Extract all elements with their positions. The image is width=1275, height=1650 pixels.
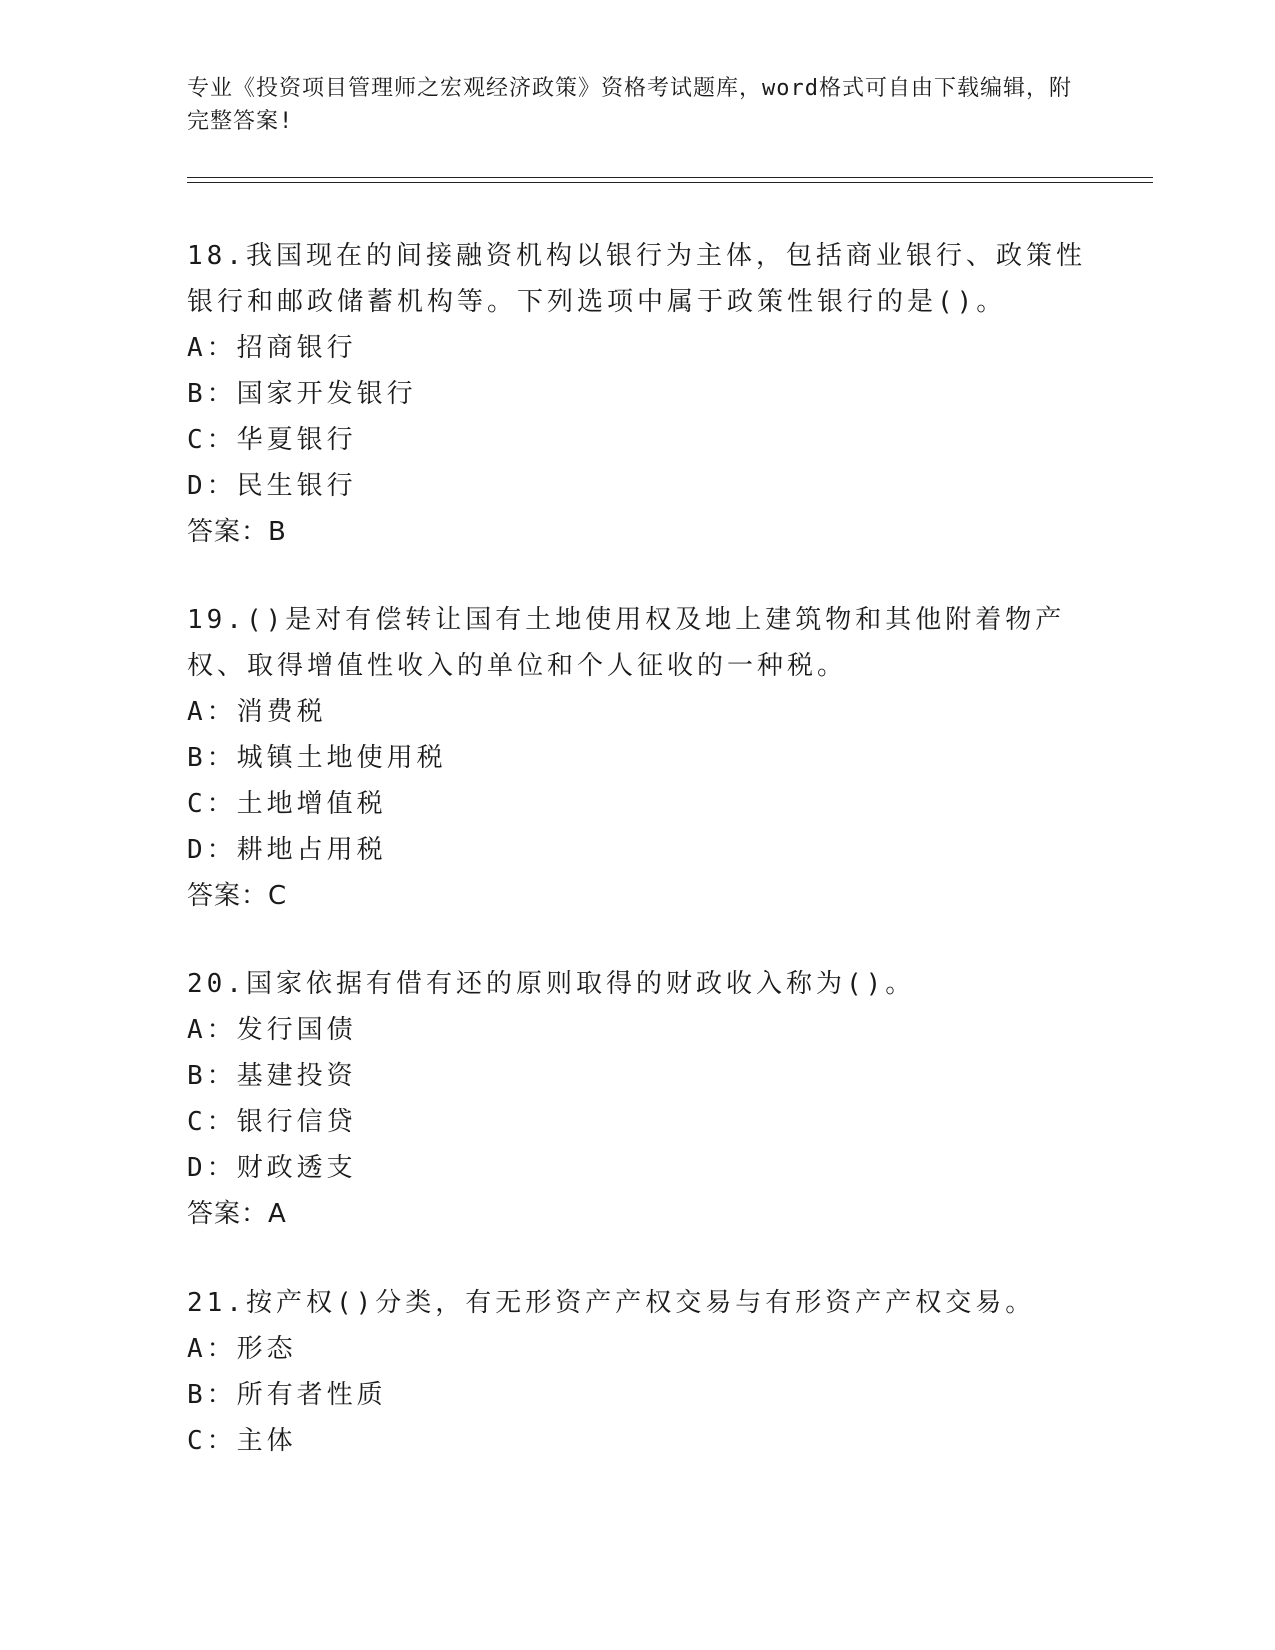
option-a: A：发行国债 [187,1015,357,1045]
option-a: A：形态 [187,1334,297,1364]
question-stem: 19.()是对有偿转让国有土地使用权及地上建筑物和其他附着物产权、取得增值性收入的单位和个人征收的一种税。 [187,605,1066,681]
option-d: D：耕地占用税 [187,835,387,865]
answer: 答案：A [187,1199,287,1229]
question-stem: 20.国家依据有借有还的原则取得的财政收入称为()。 [187,969,916,999]
option-b: B：城镇土地使用税 [187,743,447,773]
option-a: A：消费税 [187,697,327,727]
option-c: C：银行信贷 [187,1107,357,1137]
question-20 [187,961,1087,1237]
option-c: C：华夏银行 [187,425,357,455]
question-21 [187,1280,1087,1464]
question-stem: 21.按产权()分类，有无形资产产权交易与有形资产产权交易。 [187,1288,1036,1318]
option-b: B：国家开发银行 [187,379,417,409]
question-stem: 18.我国现在的间接融资机构以银行为主体，包括商业银行、政策性银行和邮政储蓄机构等。下列选项中属于政策性银行的是()。 [187,241,1086,317]
header-intro: 专业《投资项目管理师之宏观经济政策》资格考试题库，word格式可自由下载编辑，附完整答案! [187,76,1072,134]
option-d: D：民生银行 [187,471,357,501]
header-rule-top [187,177,1153,178]
option-b: B：基建投资 [187,1061,357,1091]
option-c: C：主体 [187,1426,297,1456]
question-18 [187,233,1087,555]
answer: 答案：B [187,517,287,547]
option-c: C：土地增值税 [187,789,387,819]
option-b: B：所有者性质 [187,1380,387,1410]
answer: 答案：C [187,881,288,911]
header-rule-bottom [187,182,1153,183]
option-d: D：财政透支 [187,1153,357,1183]
option-a: A：招商银行 [187,333,357,363]
question-19 [187,597,1087,919]
